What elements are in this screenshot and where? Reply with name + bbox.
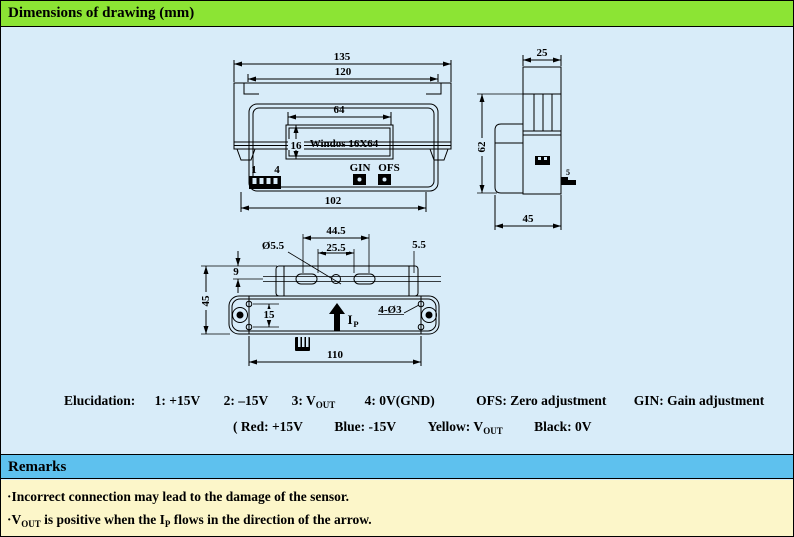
gin-elucidation: GIN: Gain adjustment	[633, 393, 765, 408]
dim-window-width: 64	[333, 104, 345, 116]
pin3-elucidation: 3: $V_{OUT}$	[291, 393, 336, 410]
wire-blue: Blue: -15V	[334, 419, 397, 434]
dim-top-offset: 9	[233, 266, 239, 278]
wire-red: ( Red: +15V	[233, 419, 303, 434]
dim-front-overall-width: 135	[333, 51, 351, 63]
remarks-header: Remarks	[1, 454, 793, 479]
wire-color-line	[233, 419, 591, 436]
dim-length: 110	[327, 349, 343, 361]
offset-pot-label: OFS	[378, 162, 400, 174]
elucidation-line	[64, 393, 764, 410]
current-direction-arrow-icon	[329, 303, 345, 331]
dim-edge-offset: 5.5	[412, 239, 426, 251]
dim-side-depth: 25	[536, 47, 548, 59]
page-title: Dimensions of drawing (mm)	[1, 1, 793, 27]
current-label-sub: P	[353, 319, 359, 329]
wire-yellow: Yellow: $V_{OUT}$	[427, 419, 503, 436]
pin-1-label: 1	[251, 164, 257, 176]
dim-side-base: 45	[522, 213, 534, 225]
corner-holes-label: 4-Ø3	[378, 304, 402, 316]
window-label: Windos 16X64	[309, 138, 379, 150]
dim-front-flange-width: 120	[334, 66, 352, 78]
remark-line-2: $\cdot V_{OUT}$ is positive when the $I_P$ flows in the direction of the arrow.	[7, 512, 372, 529]
dim-side-tab: 5	[566, 168, 570, 177]
remark-line-1: ·Incorrect connection may lead to the damage of the sensor.	[7, 489, 349, 504]
dim-hole-span: 25.5	[326, 242, 346, 254]
pin4-elucidation: 4: 0V(GND)	[364, 393, 435, 408]
pin-4-label: 4	[274, 164, 280, 176]
dim-hole-pitch: 15	[263, 309, 275, 321]
gain-pot-label: GIN	[349, 162, 371, 174]
dim-slot-span: 44.5	[326, 225, 346, 237]
dim-hole-diameter: Ø5.5	[261, 240, 285, 252]
elucidation-label: Elucidation:	[64, 393, 136, 408]
current-label: I	[347, 312, 353, 327]
wire-black: Black: 0V	[534, 419, 592, 434]
top-view	[198, 225, 441, 366]
dim-front-body-width: 102	[324, 195, 342, 207]
pin1-elucidation: 1: +15V	[154, 393, 201, 408]
dim-window-height: 16	[290, 140, 302, 152]
dim-top-body-height: 45	[200, 295, 212, 307]
ofs-elucidation: OFS: Zero adjustment	[476, 393, 607, 408]
dimension-drawing	[1, 27, 794, 389]
dim-side-height: 62	[476, 141, 488, 153]
front-view	[234, 51, 451, 212]
remarks-body	[1, 480, 793, 536]
side-view	[474, 47, 576, 230]
pin2-elucidation: 2: –15V	[223, 393, 269, 408]
